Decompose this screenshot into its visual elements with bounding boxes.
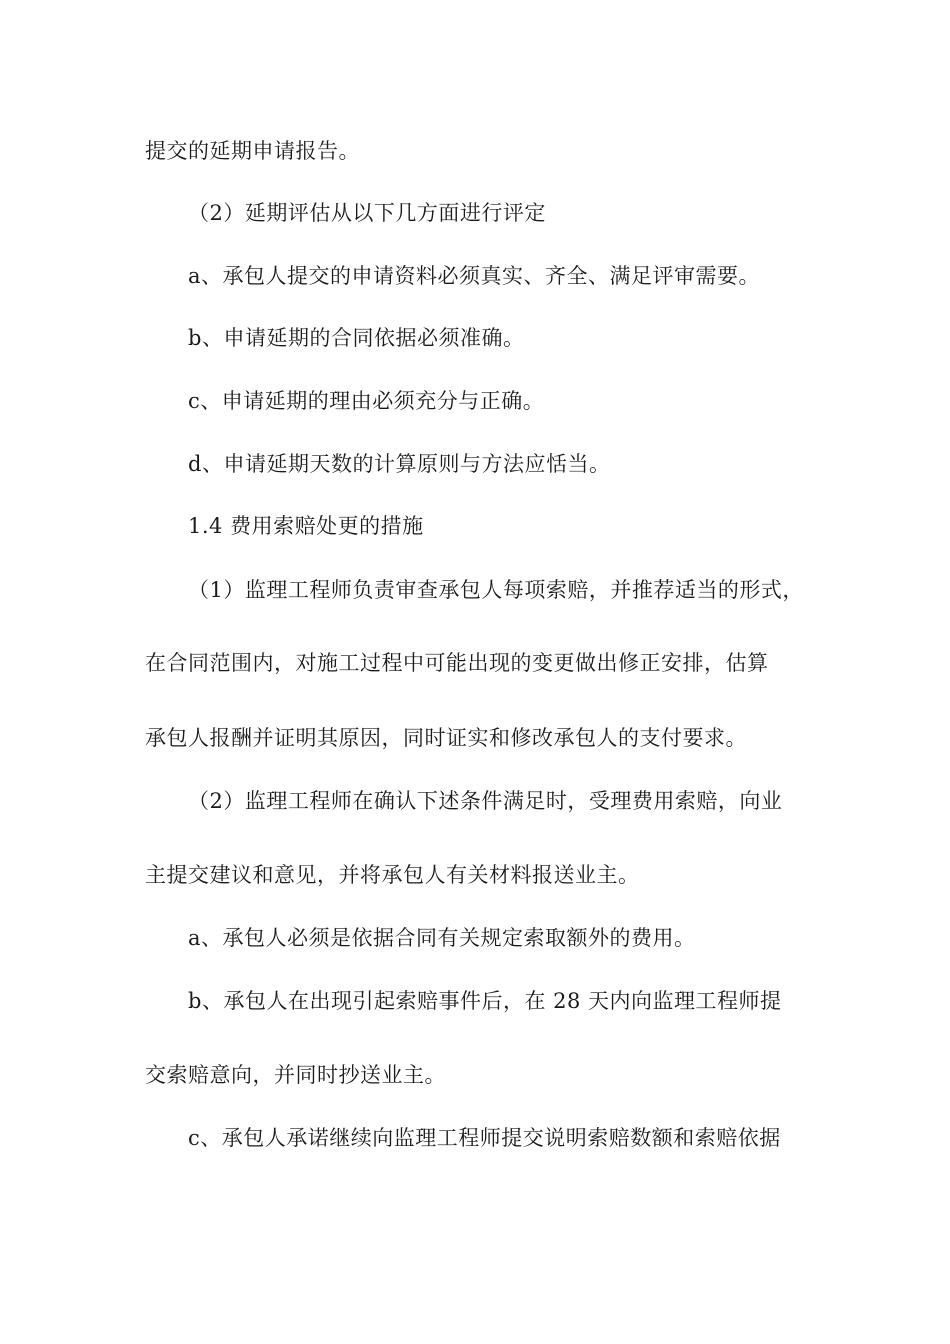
- section-heading: 1.4 费用索赔处更的措施: [188, 514, 424, 538]
- list-item: b、申请延期的合同依据必须准确。: [188, 326, 525, 350]
- list-item: c、承包人承诺继续向监理工程师提交说明索赔数额和索赔依据: [188, 1126, 781, 1150]
- list-item: b、承包人在出现引起索赔事件后，在 28 天内向监理工程师提: [188, 989, 782, 1013]
- paragraph-line: 主提交建议和意见，并将承包人有关材料报送业主。: [145, 863, 640, 887]
- paragraph-line: 交索赔意向，并同时抄送业主。: [145, 1063, 446, 1087]
- paragraph-line: （1）监理工程师负责审查承包人每项索赔，并推荐适当的形式，: [188, 578, 804, 602]
- paragraph-line: （2）监理工程师在确认下述条件满足时，受理费用索赔，向业: [188, 789, 783, 813]
- section-heading: （2）延期评估从以下几方面进行评定: [188, 201, 546, 225]
- paragraph-line: 提交的延期申请报告。: [145, 139, 360, 163]
- paragraph-line: 承包人报酬并证明其原因，同时证实和修改承包人的支付要求。: [145, 726, 747, 750]
- list-item: d、申请延期天数的计算原则与方法应恬当。: [188, 452, 611, 476]
- list-item: a、承包人提交的申请资料必须真实、齐全、满足评审需要。: [188, 264, 761, 288]
- list-item: a、承包人必须是依据合同有关规定索取额外的费用。: [188, 926, 696, 950]
- list-item: c、申请延期的理由必须充分与正确。: [188, 389, 545, 413]
- paragraph-line: 在合同范围内，对施工过程中可能出现的变更做出修正安排，估算: [145, 651, 769, 675]
